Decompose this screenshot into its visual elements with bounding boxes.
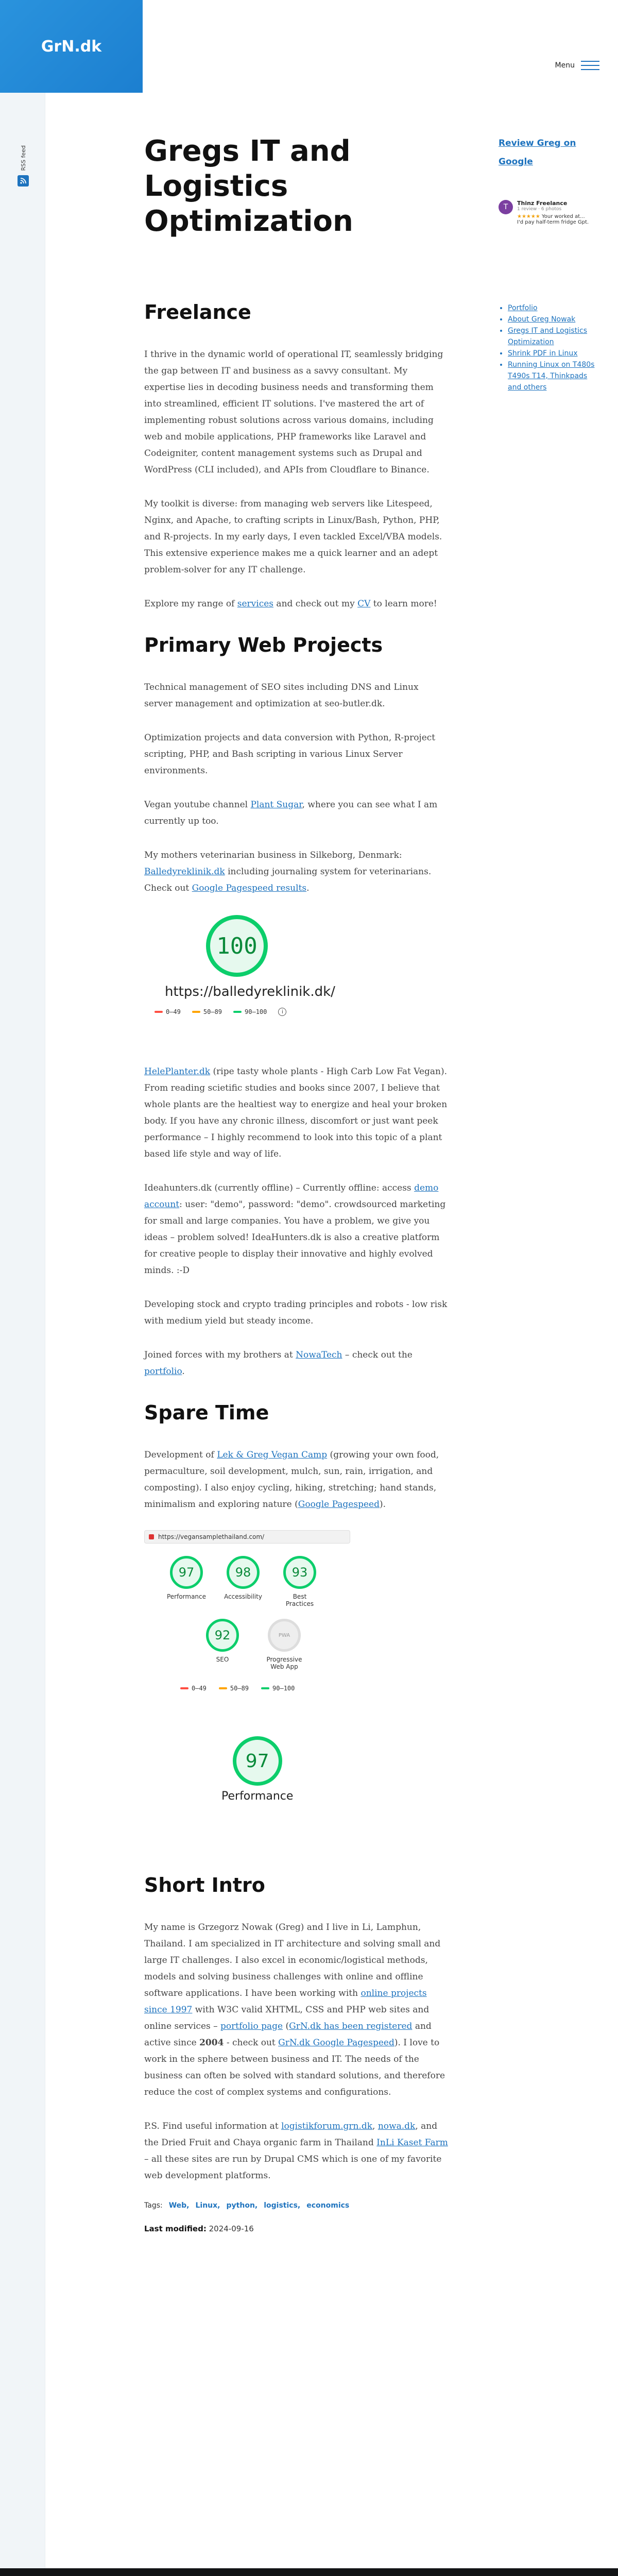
plant-sugar-link[interactable]: Plant Sugar	[250, 800, 302, 810]
cv-link[interactable]: CV	[357, 599, 371, 609]
projects-paragraph-7: Developing stock and crypto trading principles and robots - low risk with medium yield but steady income.	[144, 1299, 448, 1326]
gauge-pwa: PWA Progressive Web App	[264, 1619, 305, 1670]
last-modified: Last modified: 2024-09-16	[144, 2224, 254, 2233]
info-icon[interactable]: i	[278, 1008, 286, 1016]
section-spare-time	[144, 1400, 448, 1811]
pagespeed-card-vegan-camp	[144, 1530, 350, 1811]
toc-link-shrink-pdf[interactable]: Shrink PDF in Linux	[508, 349, 578, 358]
projects-paragraph-3: Vegan youtube channel Plant Sugar, where you can see what I am currently up too.	[144, 800, 438, 826]
tags-label: Tags:	[144, 2201, 163, 2210]
freelance-paragraph-1: I thrive in the dynamic world of operational IT, seamlessly bridging the gap between IT and business as a savvy consultant. My expertise lies in decoding business needs and transforming them into streamlined, efficient IT solutions. I've mastered the art of implementing robust solutions across various domains, including web and mobile applications, PHP frameworks like Laravel and Codeigniter, content management systems such as Drupal and WordPress (CLI included), and APIs from Cloudflare to Binance.	[144, 349, 443, 475]
portfolio-link[interactable]: portfolio	[144, 1366, 182, 1377]
projects-paragraph-6: Ideahunters.dk (currently offline) – Currently offline: access demo account: user: "demo", password: "demo". crowdsourced marketing for small and large companies. You have a problem, we give you ideas – problem solved! IdeaHunters.dk is also a creative platform for creative people to display their innovative and highly evolved minds. :-D	[144, 1183, 446, 1276]
tag-link[interactable]: python,	[226, 2201, 258, 2210]
pagespeed-card-balledyreklinik	[144, 915, 345, 1018]
intro-paragraph-2: P.S. Find useful information at logistikforum.grn.dk, nowa.dk, and the Dried Fruit and Chaya organic farm in Thailand InLi Kaset Farm – all these sites are run by Drupal CMS which is one of my favorite web development platforms.	[144, 2121, 448, 2181]
star-icon: ★★★★★	[517, 214, 540, 219]
tag-link[interactable]: economics	[306, 2201, 350, 2210]
freelance-paragraph-3: Explore my range of services and check out my CV to learn more!	[144, 599, 437, 609]
menu-button[interactable]	[555, 61, 599, 70]
tag-link[interactable]: Web,	[168, 2201, 190, 2210]
heleplanter-link[interactable]: HelePlanter.dk	[144, 1066, 211, 1077]
rss-feed-link[interactable]	[16, 145, 30, 187]
section-freelance	[144, 300, 448, 612]
grn-registered-link[interactable]: GrN.dk has been registered	[289, 2021, 413, 2031]
gauge-best-practices: 93 Best Practices	[279, 1556, 320, 1607]
logo-text[interactable]: GrN.dk	[41, 37, 102, 56]
toc-item	[508, 348, 602, 359]
reviewer-name: Thinz Freelance	[517, 200, 568, 207]
intro-paragraph-1: My name is Grzegorz Nowak (Greg) and I live in Li, Lamphun, Thailand. I am specialized in IT architecture and solving small and large IT challenges. I also excel in economic/logistical methods, models and solving business challenges with online and offline software applications. I have been working with online projects since 1997 with W3C valid XHTML, CSS and PHP web sites and online services – portfolio page (GrN.dk has been registered and active since 2004 - check out GrN.dk Google Pagespeed). I love to work in the sphere between business and IT. The needs of the business can often be solved with standard solutions, and therefore reduce the cost of complex systems and configurations.	[144, 1922, 445, 2097]
spare-paragraph-1: Development of Lek & Greg Vegan Camp (growing your own food, permaculture, soil development, mulch, sun, rain, irrigation, and composting). I also enjoy cycling, hiking, stretching; hand stands, minimalism and exploring nature (Google Pagespeed).	[144, 1450, 439, 1510]
projects-paragraph-5: HelePlanter.dk (ripe tasty whole plants - High Carb Low Fat Vegan). From reading scietific studies and books since 2007, I believe that whole plants are the healtiest way to energize and heal your broken body. If you have any chronic illness, discomfort or just want peek performance – I highly recommend to look into this topic of a plant based life style and way of life.	[144, 1066, 448, 1159]
nowatech-link[interactable]: NowaTech	[296, 1350, 342, 1360]
rss-icon[interactable]	[18, 175, 29, 187]
left-strip	[0, 0, 45, 2568]
projects-heading: Primary Web Projects	[144, 634, 383, 656]
online-projects-link[interactable]: online projects since 1997	[144, 1988, 427, 2015]
projects-paragraph-2: Optimization projects and data conversion with Python, R-project scripting, PHP, and Bash scripting in various Linux Server environments.	[144, 733, 436, 776]
gauge-performance-large: 97 Performance	[221, 1736, 293, 1803]
portfolio-page-link[interactable]: portfolio page	[220, 2021, 283, 2031]
toc-item	[508, 359, 602, 393]
pagespeed-results-link[interactable]: Google Pagespeed results	[192, 883, 307, 893]
hamburger-icon[interactable]	[581, 61, 599, 70]
demo-account-link[interactable]: demo account	[144, 1183, 439, 1210]
toc-link-linux-thinkpads[interactable]: Running Linux on T480s T490s T14, Thinkpads and others	[508, 361, 595, 392]
toc-link-portfolio[interactable]: Portfolio	[508, 304, 538, 312]
toc-item	[508, 325, 602, 348]
tag-link[interactable]: Linux,	[195, 2201, 220, 2210]
balledyreklinik-link[interactable]: Balledyreklinik.dk	[144, 867, 225, 877]
projects-paragraph-4: My mothers veterinarian business in Silkeborg, Denmark: Balledyreklinik.dk including journaling system for veterinarians. Check out Google Pagespeed results.	[144, 850, 432, 893]
section-projects	[144, 633, 448, 1380]
section-short-intro	[144, 1873, 448, 2233]
pagespeed-url: https://balledyreklinik.dk/	[165, 984, 335, 999]
nowa-link[interactable]: nowa.dk	[377, 2121, 416, 2131]
gauge-seo: 92 SEO	[202, 1619, 243, 1670]
inli-kaset-farm-link[interactable]: InLi Kaset Farm	[376, 2138, 448, 2148]
tags-row	[144, 2201, 448, 2210]
site-logo[interactable]	[0, 0, 143, 93]
pagespeed-score-gauge: 100	[206, 915, 268, 977]
grn-pagespeed-link[interactable]: GrN.dk Google Pagespeed	[278, 2038, 394, 2048]
gauge-row-1	[144, 1556, 350, 1607]
gauge-accessibility: 98 Accessibility	[222, 1556, 264, 1607]
lock-icon	[149, 1534, 154, 1539]
spare-pagespeed-link[interactable]: Google Pagespeed	[298, 1499, 380, 1510]
vegan-camp-link[interactable]: Lek & Greg Vegan Camp	[217, 1450, 328, 1460]
right-sidebar	[499, 134, 602, 393]
intro-heading: Short Intro	[144, 1874, 265, 1896]
rss-label[interactable]: RSS feed	[20, 145, 27, 171]
freelance-heading: Freelance	[144, 301, 251, 324]
toc-item	[508, 314, 602, 325]
freelance-paragraph-2: My toolkit is diverse: from managing web servers like Litespeed, Nginx, and Apache, to crafting scripts in Linux/Bash, Python, PHP, and R-projects. In my early days, I even tackled Excel/VBA models. This extensive experience makes me a quick learner and an adept problem-solver for any IT challenge.	[144, 499, 442, 575]
toc-link-gregs-it[interactable]: Gregs IT and Logistics Optimization	[508, 327, 588, 346]
pagespeed-legend-2: 0–49 50–89 90–100	[144, 1685, 350, 1692]
projects-paragraph-1: Technical management of SEO sites including DNS and Linux server management and optimization at seo-butler.dk.	[144, 682, 419, 709]
menu-label[interactable]: Menu	[555, 61, 575, 70]
tag-link[interactable]: logistics,	[264, 2201, 301, 2210]
main-content	[144, 134, 448, 2254]
avatar: T	[499, 200, 513, 214]
gauge-performance: 97 Performance	[166, 1556, 207, 1607]
sidebar-toc	[499, 302, 602, 393]
pagespeed-url-bar: https://vegansamplethailand.com/	[144, 1530, 350, 1544]
toc-link-about[interactable]: About Greg Nowak	[508, 315, 576, 324]
projects-paragraph-8: Joined forces with my brothers at NowaTech – check out the portfolio.	[144, 1350, 413, 1377]
spare-heading: Spare Time	[144, 1401, 269, 1424]
review-on-google-link[interactable]: Review Greg on Google	[499, 138, 576, 167]
review-text: I'd pay half-term fridge Gpt.	[517, 219, 589, 225]
toc-item	[508, 302, 602, 314]
services-link[interactable]: services	[237, 599, 274, 609]
logistikforum-link[interactable]: logistikforum.grn.dk	[281, 2121, 373, 2131]
review-stars: ★★★★★ Your worked at...	[517, 214, 585, 219]
site-footer	[0, 2568, 618, 2576]
gauge-row-2	[144, 1619, 350, 1670]
reviewer-meta: 1 review · 6 photos	[517, 207, 562, 212]
review-card	[499, 200, 602, 225]
pagespeed-legend: 0–49 50–89 90–100 i	[154, 1008, 286, 1016]
page-title: Gregs IT and Logistics Optimization	[144, 134, 353, 238]
